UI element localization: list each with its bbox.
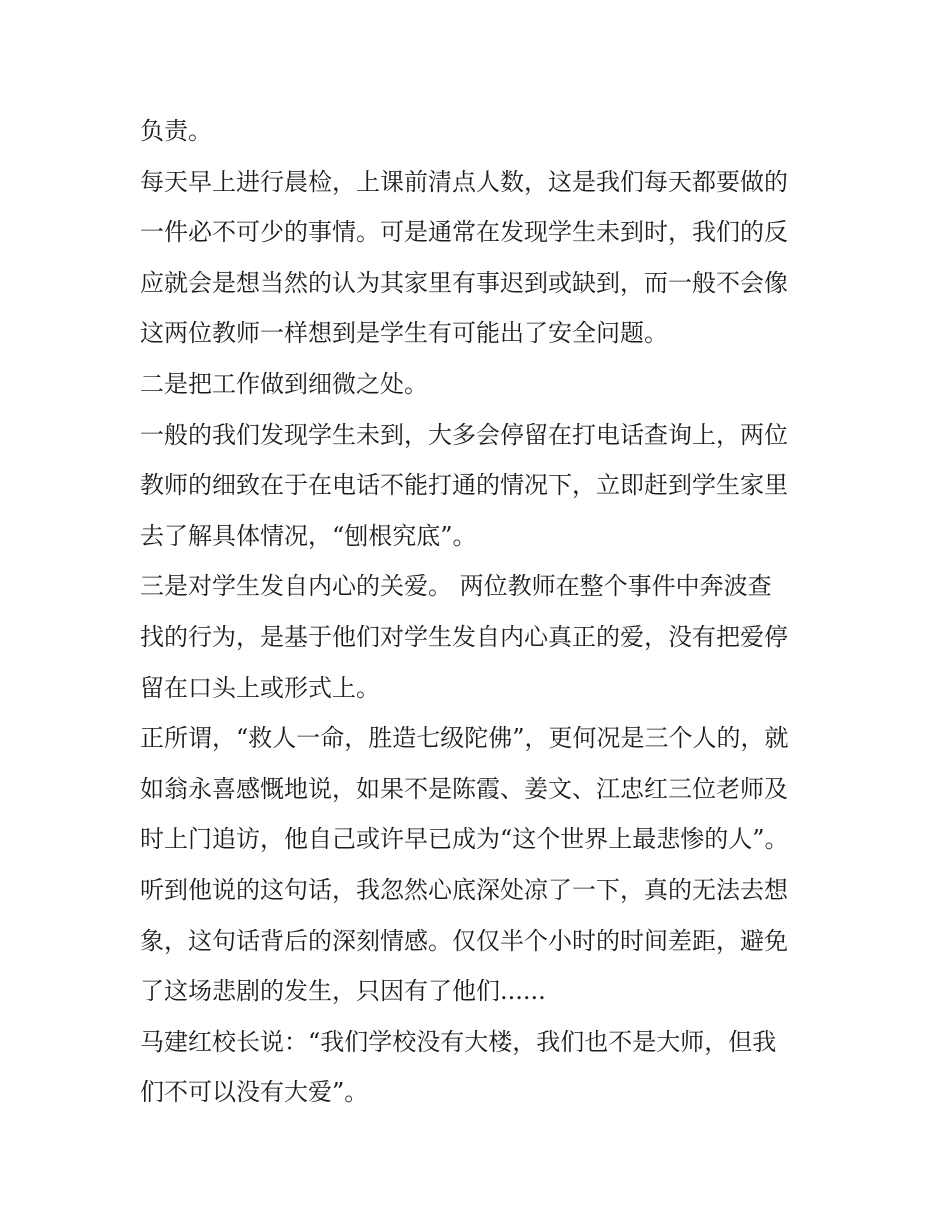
text-line: 时上门追访，他自己或许早已成为“这个世界上最悲惨的人”。 bbox=[140, 825, 789, 854]
text-line: 负责。 bbox=[140, 117, 212, 145]
text-line: 马建红校长说：“我们学校没有大楼，我们也不是大师，但我 bbox=[140, 1027, 777, 1056]
text-line: 二是把工作做到细微之处。 bbox=[140, 369, 428, 398]
text-line: 一般的我们发现学生未到，大多会停留在打电话查询上，两位 bbox=[140, 420, 788, 449]
document-body bbox=[140, 106, 818, 1118]
text-line: 一件必不可少的事情。可是通常在发现学生未到时，我们的反 bbox=[140, 218, 788, 247]
text-line: 正所谓，“救人一命，胜造七级陀佛”，更何况是三个人的，就 bbox=[140, 724, 789, 753]
text-line: 们不可以没有大爱”。 bbox=[140, 1078, 369, 1107]
text-line: 这两位教师一样想到是学生有可能出了安全问题。 bbox=[140, 319, 668, 348]
text-line: 应就会是想当然的认为其家里有事迟到或缺到，而一般不会像 bbox=[140, 268, 788, 297]
text-line: 教师的细致在于在电话不能打通的情况下，立即赶到学生家里 bbox=[140, 471, 788, 500]
text-line: 留在口头上或形式上。 bbox=[140, 673, 380, 702]
text-line: 三是对学生发自内心的关爱。 两位教师在整个事件中奔波查 bbox=[140, 572, 772, 601]
text-line: 听到他说的这句话，我忽然心底深处凉了一下，真的无法去想 bbox=[140, 875, 788, 904]
text-line: 去了解具体情况，“刨根究底”。 bbox=[140, 521, 477, 550]
text-line: 如翁永喜感慨地说，如果不是陈霞、姜文、江忠红三位老师及 bbox=[140, 774, 788, 803]
text-line: 象，这句话背后的深刻情感。仅仅半个小时的时间差距，避免 bbox=[140, 926, 788, 955]
text-line: 找的行为，是基于他们对学生发自内心真正的爱，没有把爱停 bbox=[140, 622, 788, 651]
text-line: 了这场悲剧的发生，只因有了他们...... bbox=[140, 977, 546, 1006]
text-line: 每天早上进行晨检，上课前清点人数，这是我们每天都要做的 bbox=[140, 167, 788, 196]
